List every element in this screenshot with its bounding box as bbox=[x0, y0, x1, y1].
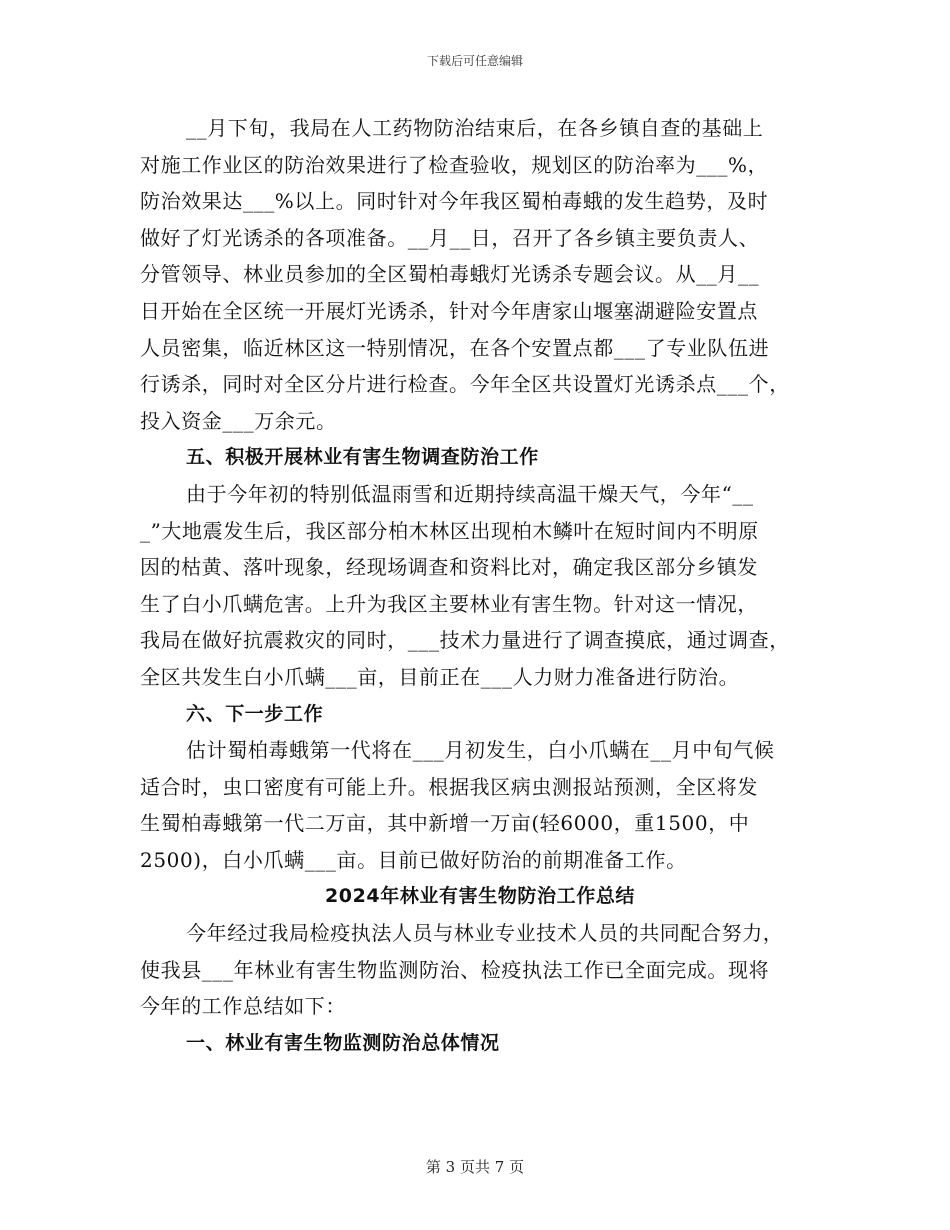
paragraph-line: 对施工作业区的防治效果进行了检查验收，规划区的防治率为___%， bbox=[140, 152, 769, 177]
paragraph-line: 2500)，白小爪螨___亩。目前已做好防治的前期准备工作。 bbox=[140, 847, 687, 872]
paragraph-line: 防治效果达___%以上。同时针对今年我区蜀柏毒蛾的发生趋势，及时 bbox=[140, 189, 769, 214]
paragraph-line: 人员密集，临近林区这一特别情况，在各个安置点都___了专业队伍进 bbox=[140, 335, 770, 360]
section-heading-1: 一、林业有害生物监测防治总体情况 bbox=[186, 1031, 500, 1054]
paragraph-line: 生蜀柏毒蛾第一代二万亩，其中新增一万亩(轻6000，重1500，中 bbox=[140, 811, 750, 836]
paragraph-line: _”大地震发生后，我区部分柏木林区出现柏木鳞叶在短时间内不明原 bbox=[140, 518, 759, 543]
paragraph-line: 我局在做好抗震救灾的同时，___技术力量进行了调查摸底，通过调查， bbox=[140, 628, 790, 653]
paragraph-line: 投入资金___万余元。 bbox=[140, 408, 337, 433]
paragraph-line: 全区共发生白小爪螨___亩，目前正在___人力财力准备进行防治。 bbox=[140, 664, 740, 689]
paragraph-line: 因的枯黄、落叶现象，经现场调查和资料比对，确定我区部分乡镇发 bbox=[140, 555, 758, 580]
section-heading-5: 五、积极开展林业有害生物调查防治工作 bbox=[186, 446, 539, 469]
paragraph-line: 做好了灯光诱杀的各项准备。__月__日，召开了各乡镇主要负责人、 bbox=[140, 225, 760, 250]
document-body bbox=[140, 110, 820, 1061]
section-heading-6: 六、下一步工作 bbox=[186, 702, 324, 725]
page-number: 第 3 页共 7 页 bbox=[425, 1158, 525, 1176]
paragraph-line: 分管领导、林业员参加的全区蜀柏毒蛾灯光诱杀专题会议。从__月__ bbox=[140, 262, 760, 287]
paragraph-line: 使我县___年林业有害生物监测防治、检疫执法工作已全面完成。现将 bbox=[140, 957, 770, 982]
paragraph-line: 生了白小爪螨危害。上升为我区主要林业有害生物。针对这一情况， bbox=[140, 591, 758, 616]
paragraph-line: 行诱杀，同时对全区分片进行检查。今年全区共设置灯光诱杀点___个， bbox=[140, 372, 790, 397]
document-title: 2024年林业有害生物防治工作总结 bbox=[324, 885, 636, 908]
paragraph-line: 由于今年初的特别低温雨雪和近期持续高温干燥天气，今年“__ bbox=[186, 481, 754, 506]
paragraph-line: 估计蜀柏毒蛾第一代将在___月初发生，白小爪螨在__月中旬气候 bbox=[186, 738, 775, 763]
paragraph-line: 今年经过我局检疫执法人员与林业专业技术人员的共同配合努力， bbox=[186, 921, 784, 946]
paragraph-line: 今年的工作总结如下： bbox=[140, 994, 346, 1019]
paragraph-line: 适合时，虫口密度有可能上升。根据我区病虫测报站预测，全区将发 bbox=[140, 774, 758, 799]
paragraph-line: 日开始在全区统一开展灯光诱杀，针对今年唐家山堰塞湖避险安置点 bbox=[140, 298, 758, 323]
paragraph-line: __月下旬，我局在人工药物防治结束后，在各乡镇自查的基础上 bbox=[186, 116, 764, 140]
header-note: 下载后可任意编辑 bbox=[426, 54, 523, 68]
